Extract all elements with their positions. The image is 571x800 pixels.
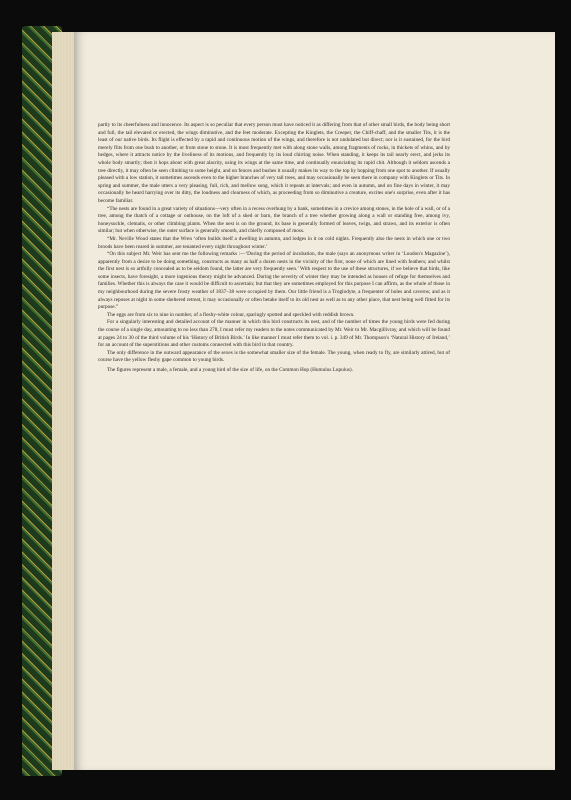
paragraph-5: The eggs are from six to nine in number, of a fleshy-white colour, sparingly spotted and speckled with reddish brown. [107,311,355,318]
paragraph-7: The only difference in the outward appearance of the sexes is the somewhat smaller size of the female. The young, when ready to fly, are similarly attired, but of course have the yellow fleshy gape common to young birds. [98,349,450,364]
figure-caption: The figures represent a male, a female, and a young bird of the size of life, on the Common Hop (Humulus Lupulus). [107,367,353,373]
paragraph-6: For a singularly interesting and detailed account of the manner in which this bird constructs its nest, and of the number of times the young birds were fed during the course of a single day, amounting to no less than 278, I must refer my readers to the notes communicated by Mr. Weir to Mr. Macgillivray, and which will be found at pages 24 to 30 of the third volume of his ‘History of British Birds.’ In like manner I must refer them to vol. i. p. 349 of Mr. Thompson's ‘Natural History of Ireland,’ for an account of the superstitions and other customs connected with this bird in that country. [98,319,450,349]
paragraph-1: partly to its cheerfulness and innocence. Its aspect is so peculiar that every person must have noticed it as differing from that of other small birds, the body being short and full, the tail elevated or erected, the wings diminutive, and the feet moderate. Excepting the Kinglets, the Creeper, the Chiff-chaff, and the smaller Tits, it is the least of our native birds. Its flight is effected by a rapid and continuous motion of the wings, and therefore is not undulated but direct; nor is it sustained, for the bird merely flits from one bush to another, or from stone to stone. It is most frequently met with along stone walls, among fragments of rocks, in thickets of whins, and by hedges, where it attracts notice by the liveliness of its motions, and frequently by its loud chirring noise. When standing, it keeps its tail nearly erect, and jerks its whole body smartly; then it hops about with great alacrity, using its wings at the same time, and continually enunciating its rapid chit. Although it seldom ascends a tree directly, it may often be seen climbing to some height, and on fences and bushes it usually makes its way to the top by hopping from one spot to another. If usually pleased with a low station, it sometimes ascends even to the higher branches of very tall trees, and may occasionally be seen there in company with Kinglets or Tits. In spring and summer, the male utters a very pleasing, full, rich, and mellow song, which it repeats at intervals; and even in autumn, and on fine days in winter, it may occasionally be heard harrying over its ditty, the loudness and clearness of which, as proceeding from so diminutive a creature, excites one's surprise, even after it has become familiar. [98,122,450,204]
paragraph-2: “The nests are found in a great variety of situations—very often in a recess overhung by a bank, sometimes in a crevice among stones, in the hole of a wall, or of a tree, among the thatch of a cottage or outhouse, on the loft of a shed or barn, the branch of a tree whether growing along a wall or standing free, among ivy, honeysuckle, clematis, or other climbing plants. When the nest is on the ground, its base is generally formed of leaves, twigs, and straws, and its exterior is often similar; but when otherwise, the outer surface is generally smooth, and chiefly composed of moss. [98,205,450,235]
body-text [98,122,450,375]
paragraph-3: “Mr. Neville Wood states that the Wren ‘often builds itself a dwelling in autumn, and lodges in it on cold nights. Frequently also the nests in which one or two broods have been reared in summer, are tenanted every night throughout winter.’ [98,235,450,250]
paragraph-4: “On this subject Mr. Weir has sent me the following remarks :—‘During the period of incubation, the male (says an anonymous writer in ‘Loudon's Magazine’), apparently from a desire to be doing something, constructs as many as half a dozen nests in the vicinity of the first, none of which are lined with feathers; and whilst the first nest is so artfully concealed as to be seldom found, the latter are very frequently seen.’ With respect to the use of these structures, if we believe that birds, like some insects, have foresight, a more ingenious theory might be advanced. During the severity of winter they may be intended as houses of refuge for themselves and families. Whether this is always the case it would be difficult to ascertain; but that they are sometimes employed for this purpose I can affirm, as the whole of those in my neighbourhood during the severe frosty weather of 1837–38 were occupied by them. Our little friend is a Troglodyte, a frequenter of holes and caverns; and as it always reposes at night in some sheltered retreat, it may occasionally or often betake itself to its old nest as well as to any other place, that nest being well fitted for its purpose.” [98,251,450,311]
